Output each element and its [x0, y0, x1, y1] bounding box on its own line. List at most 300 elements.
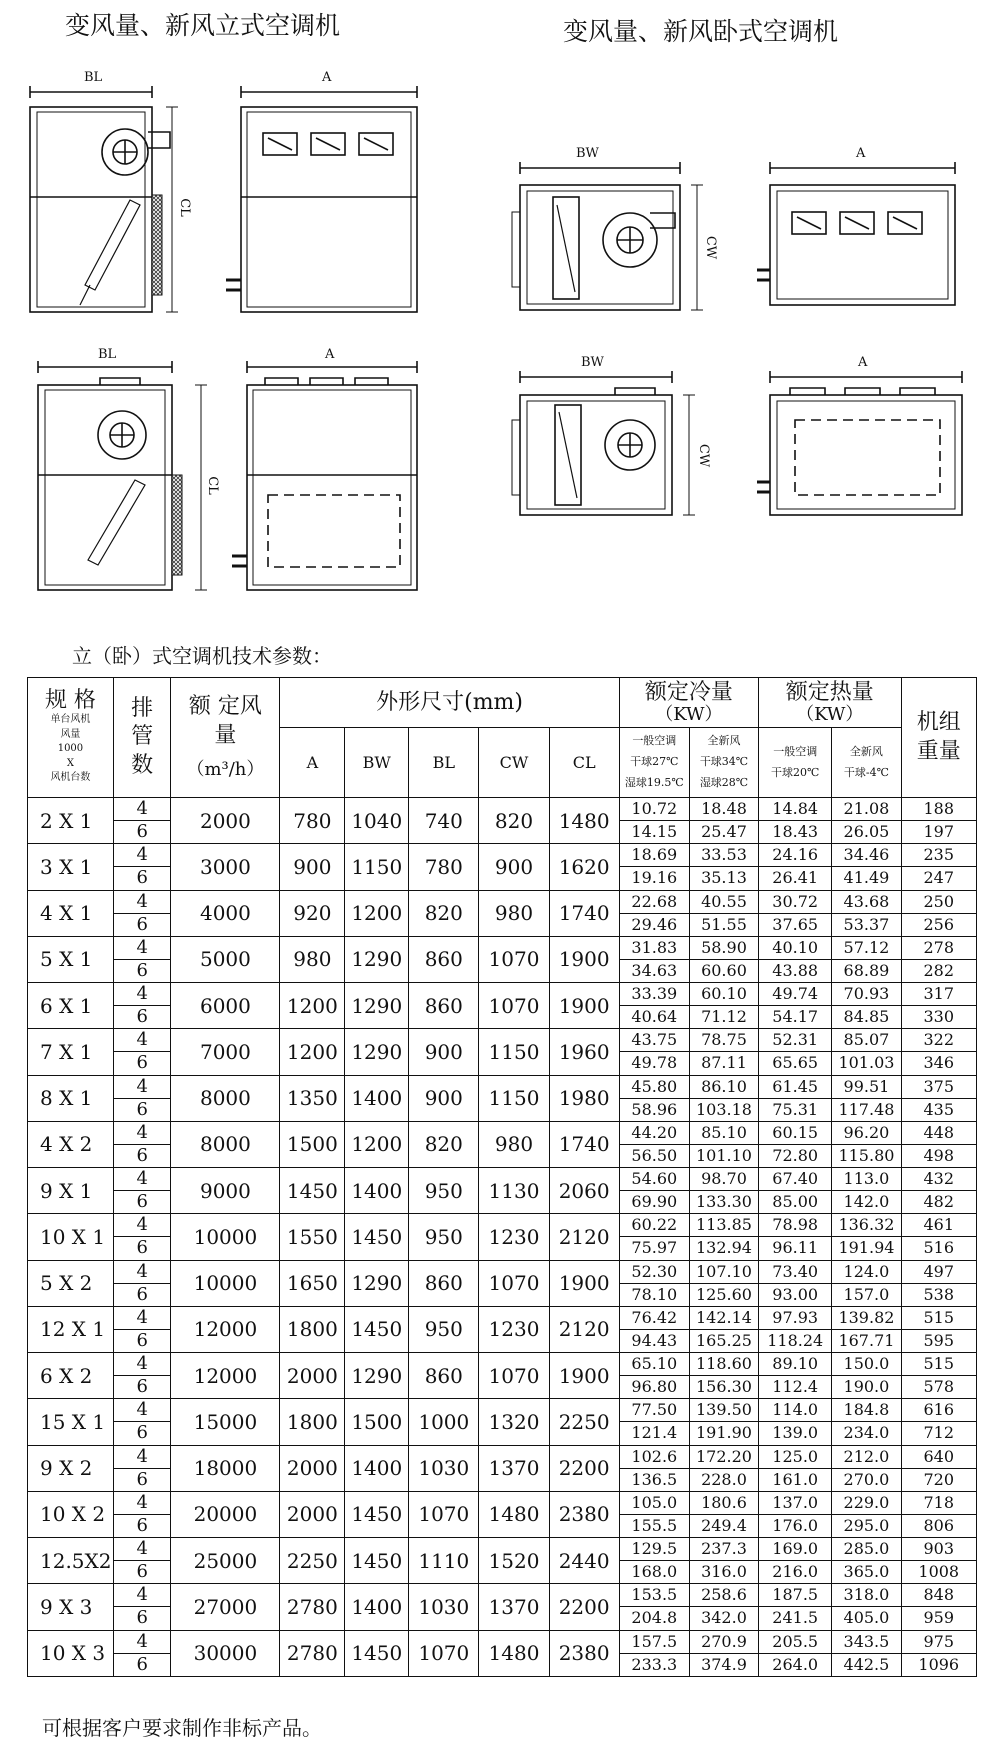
airflow-cell: 7000: [171, 1029, 280, 1075]
cooling-fresh-cell: 139.50: [689, 1399, 758, 1422]
weight-cell: 432: [901, 1168, 977, 1191]
heating-general-cell: 54.17: [759, 1006, 832, 1029]
heating-general-cell: 205.5: [759, 1630, 832, 1653]
weight-cell: 482: [901, 1191, 977, 1214]
weight-cell: 197: [901, 821, 977, 844]
heating-fresh-cell: 21.08: [832, 798, 901, 821]
heating-fresh-cell: 229.0: [832, 1491, 901, 1514]
dim-cw-cell: 1520: [479, 1538, 549, 1584]
table-row: [28, 1491, 977, 1514]
heating-fresh-cell: 150.0: [832, 1353, 901, 1376]
heating-fresh-cell: 270.0: [832, 1468, 901, 1491]
spec-table-body: [28, 798, 977, 1677]
airflow-cell: 8000: [171, 1121, 280, 1167]
dim-a-cell: 1450: [280, 1168, 345, 1214]
dim-bl-cell: 820: [409, 890, 479, 936]
dim-a-cell: 1650: [280, 1260, 345, 1306]
weight-cell: 250: [901, 890, 977, 913]
weight-cell: 346: [901, 1052, 977, 1075]
cooling-general-cell: 78.10: [619, 1283, 689, 1306]
cooling-general-cell: 65.10: [619, 1353, 689, 1376]
spec-cell: 4 X 2: [28, 1121, 114, 1167]
pipe-cell: 4: [113, 1029, 171, 1052]
dim-cw-cell: 1150: [479, 1029, 549, 1075]
heating-general-cell: 43.88: [759, 959, 832, 982]
dim-cw-cell: 1070: [479, 983, 549, 1029]
cooling-fresh-cell: 86.10: [689, 1075, 758, 1098]
dim-bl-cell: 780: [409, 844, 479, 890]
horizontal-side-view-bottom: [512, 371, 695, 515]
airflow-cell: 30000: [171, 1630, 280, 1677]
airflow-cell: 4000: [171, 890, 280, 936]
cooling-general-cell: 168.0: [619, 1561, 689, 1584]
dim-bl-cell: 740: [409, 798, 479, 844]
weight-cell: 322: [901, 1029, 977, 1052]
cooling-sub-general-l2: 干球27℃: [630, 755, 679, 769]
cooling-fresh-cell: 156.30: [689, 1376, 758, 1399]
heating-fresh-cell: 115.80: [832, 1144, 901, 1167]
spec-cell: 3 X 1: [28, 844, 114, 890]
heating-general-cell: 112.4: [759, 1376, 832, 1399]
table-row: [28, 1538, 977, 1561]
airflow-cell: 2000: [171, 798, 280, 844]
heating-fresh-cell: 318.0: [832, 1584, 901, 1607]
heating-fresh-cell: 57.12: [832, 936, 901, 959]
dim-bl-cell: 1110: [409, 1538, 479, 1584]
dim-label-bl: BL: [98, 347, 117, 362]
heating-fresh-cell: 117.48: [832, 1098, 901, 1121]
dim-bw-cell: 1450: [345, 1630, 409, 1677]
dim-bl-cell: 900: [409, 1029, 479, 1075]
weight-cell: 806: [901, 1514, 977, 1537]
heating-fresh-cell: 84.85: [832, 1006, 901, 1029]
heating-general-cell: 137.0: [759, 1491, 832, 1514]
pipe-cell: 6: [113, 1191, 171, 1214]
pipe-cell: 6: [113, 913, 171, 936]
dims-header: 外形尺寸(mm): [280, 678, 619, 728]
weight-cell: 538: [901, 1283, 977, 1306]
pipe-cell: 6: [113, 1561, 171, 1584]
heating-general-cell: 85.00: [759, 1191, 832, 1214]
table-row: [28, 1306, 977, 1329]
table-row: [28, 1353, 977, 1376]
cooling-general-cell: 153.5: [619, 1584, 689, 1607]
weight-cell: 497: [901, 1260, 977, 1283]
heating-general-cell: 40.10: [759, 936, 832, 959]
heating-fresh-cell: 136.32: [832, 1214, 901, 1237]
weight-cell: 516: [901, 1237, 977, 1260]
cooling-general-cell: 94.43: [619, 1329, 689, 1352]
dim-label-a: A: [856, 146, 866, 161]
pipe-cell: 6: [113, 1422, 171, 1445]
table-row: [28, 1029, 977, 1052]
vertical-side-view-bottom: [38, 361, 207, 590]
heating-general-cell: 52.31: [759, 1029, 832, 1052]
heating-general-cell: 241.5: [759, 1607, 832, 1630]
dim-col-cw: CW: [479, 728, 549, 798]
dim-cw-cell: 1070: [479, 1260, 549, 1306]
dim-bl-cell: 1070: [409, 1630, 479, 1677]
horizontal-front-view-bottom: [757, 371, 962, 515]
dim-a-cell: 920: [280, 890, 345, 936]
dim-label-bw: BW: [576, 146, 599, 161]
dim-bl-cell: 860: [409, 1260, 479, 1306]
dim-bw-cell: 1290: [345, 1353, 409, 1399]
pipe-cell: 6: [113, 867, 171, 890]
cooling-general-cell: 69.90: [619, 1191, 689, 1214]
heating-sub-fresh: [832, 728, 901, 798]
heating-general-cell: 97.93: [759, 1306, 832, 1329]
cooling-general-cell: 136.5: [619, 1468, 689, 1491]
airflow-cell: 20000: [171, 1491, 280, 1537]
cooling-fresh-cell: 165.25: [689, 1329, 758, 1352]
dim-label-a: A: [325, 347, 335, 362]
cooling-fresh-cell: 18.48: [689, 798, 758, 821]
heating-general-cell: 18.43: [759, 821, 832, 844]
cooling-general-cell: 129.5: [619, 1538, 689, 1561]
dim-cw-cell: 1230: [479, 1306, 549, 1352]
heating-fresh-cell: 96.20: [832, 1121, 901, 1144]
weight-cell: 461: [901, 1214, 977, 1237]
heating-fresh-cell: 43.68: [832, 890, 901, 913]
dim-cw-cell: 900: [479, 844, 549, 890]
heating-general-cell: 65.65: [759, 1052, 832, 1075]
dim-bl-cell: 900: [409, 1075, 479, 1121]
cooling-header-label: 额定冷量: [644, 679, 733, 705]
dim-a-cell: 1200: [280, 983, 345, 1029]
cooling-general-cell: 19.16: [619, 867, 689, 890]
dim-bw-cell: 1400: [345, 1168, 409, 1214]
heating-sub-general: [759, 728, 832, 798]
cooling-fresh-cell: 172.20: [689, 1445, 758, 1468]
weight-cell: 448: [901, 1121, 977, 1144]
airflow-header: [171, 678, 280, 798]
dim-label-cl: CL: [204, 476, 220, 495]
dim-bl-cell: 950: [409, 1214, 479, 1260]
weight-cell: 640: [901, 1445, 977, 1468]
cooling-fresh-cell: 40.55: [689, 890, 758, 913]
cooling-sub-general-l3: 湿球19.5℃: [624, 775, 684, 789]
heating-fresh-cell: 113.0: [832, 1168, 901, 1191]
heating-general-cell: 60.15: [759, 1121, 832, 1144]
pipe-cell: 6: [113, 1283, 171, 1306]
dim-bl-cell: 860: [409, 936, 479, 982]
cooling-general-cell: 31.83: [619, 936, 689, 959]
horizontal-front-view-top: [757, 162, 955, 305]
cooling-general-cell: 76.42: [619, 1306, 689, 1329]
heating-general-cell: 89.10: [759, 1353, 832, 1376]
spec-cell: 4 X 1: [28, 890, 114, 936]
dim-a-cell: 1500: [280, 1121, 345, 1167]
spec-cell: 9 X 1: [28, 1168, 114, 1214]
weight-cell: 1008: [901, 1561, 977, 1584]
spec-cell: 10 X 2: [28, 1491, 114, 1537]
cooling-general-cell: 60.22: [619, 1214, 689, 1237]
cooling-general-cell: 102.6: [619, 1445, 689, 1468]
table-row: [28, 1445, 977, 1468]
dim-cl-cell: 2120: [549, 1214, 619, 1260]
cooling-fresh-cell: 270.9: [689, 1630, 758, 1653]
pipe-cell: 4: [113, 1399, 171, 1422]
cooling-fresh-cell: 25.47: [689, 821, 758, 844]
heating-fresh-cell: 124.0: [832, 1260, 901, 1283]
dim-a-cell: 1800: [280, 1399, 345, 1445]
heating-general-cell: 176.0: [759, 1514, 832, 1537]
spec-cell: 10 X 3: [28, 1630, 114, 1677]
dim-a-cell: 1200: [280, 1029, 345, 1075]
dim-cl-cell: 2440: [549, 1538, 619, 1584]
pipe-cell: 4: [113, 1168, 171, 1191]
heating-general-cell: 61.45: [759, 1075, 832, 1098]
table-row: [28, 1399, 977, 1422]
heating-fresh-cell: 184.8: [832, 1399, 901, 1422]
airflow-cell: 27000: [171, 1584, 280, 1630]
dim-bw-cell: 1400: [345, 1445, 409, 1491]
vertical-side-view-top: [30, 86, 178, 312]
dim-cw-cell: 1230: [479, 1214, 549, 1260]
dim-cw-cell: 1480: [479, 1491, 549, 1537]
pipe-cell: 6: [113, 821, 171, 844]
dim-cl-cell: 2060: [549, 1168, 619, 1214]
heating-general-cell: 96.11: [759, 1237, 832, 1260]
cooling-fresh-cell: 33.53: [689, 844, 758, 867]
weight-cell: 848: [901, 1584, 977, 1607]
heating-general-cell: 161.0: [759, 1468, 832, 1491]
pipe-cell: 6: [113, 959, 171, 982]
dim-bw-cell: 1450: [345, 1214, 409, 1260]
spec-cell: 8 X 1: [28, 1075, 114, 1121]
cooling-general-cell: 45.80: [619, 1075, 689, 1098]
dim-cl-cell: 2200: [549, 1584, 619, 1630]
dim-label-cw: CW: [703, 235, 719, 260]
weight-cell: 498: [901, 1144, 977, 1167]
dim-cl-cell: 2120: [549, 1306, 619, 1352]
spec-header-sub4: X: [66, 757, 74, 769]
cooling-general-cell: 233.3: [619, 1653, 689, 1676]
airflow-cell: 10000: [171, 1260, 280, 1306]
dim-cl-cell: 1900: [549, 1260, 619, 1306]
spec-header-sub2: 风量: [60, 728, 81, 740]
cooling-fresh-cell: 58.90: [689, 936, 758, 959]
heating-fresh-cell: 139.82: [832, 1306, 901, 1329]
cooling-fresh-cell: 98.70: [689, 1168, 758, 1191]
heating-general-cell: 26.41: [759, 867, 832, 890]
dim-cw-cell: 820: [479, 798, 549, 844]
weight-cell: 595: [901, 1329, 977, 1352]
cooling-fresh-cell: 87.11: [689, 1052, 758, 1075]
table-row: [28, 1584, 977, 1607]
cooling-fresh-cell: 35.13: [689, 867, 758, 890]
table-row: [28, 936, 977, 959]
cooling-fresh-cell: 60.10: [689, 983, 758, 1006]
cooling-general-cell: 75.97: [619, 1237, 689, 1260]
vertical-front-view-top: [226, 86, 417, 312]
cooling-fresh-cell: 133.30: [689, 1191, 758, 1214]
dim-cl-cell: 2380: [549, 1630, 619, 1677]
table-row: [28, 983, 977, 1006]
pipe-cell: 4: [113, 1260, 171, 1283]
heating-fresh-cell: 295.0: [832, 1514, 901, 1537]
cooling-sub-fresh-l3: 湿球28℃: [699, 775, 749, 789]
dim-cl-cell: 1480: [549, 798, 619, 844]
weight-cell: 616: [901, 1399, 977, 1422]
cooling-fresh-cell: 107.10: [689, 1260, 758, 1283]
heating-general-cell: 49.74: [759, 983, 832, 1006]
table-row: [28, 1214, 977, 1237]
weight-cell: 712: [901, 1422, 977, 1445]
dim-cw-cell: 1370: [479, 1584, 549, 1630]
airflow-cell: 12000: [171, 1353, 280, 1399]
cooling-general-cell: 14.15: [619, 821, 689, 844]
dim-bl-cell: 1030: [409, 1445, 479, 1491]
cooling-fresh-cell: 142.14: [689, 1306, 758, 1329]
cooling-general-cell: 33.39: [619, 983, 689, 1006]
cooling-general-cell: 44.20: [619, 1121, 689, 1144]
table-row: [28, 1630, 977, 1653]
cooling-fresh-cell: 118.60: [689, 1353, 758, 1376]
cooling-general-cell: 58.96: [619, 1098, 689, 1121]
pipe-cell: 6: [113, 1098, 171, 1121]
airflow-cell: 10000: [171, 1214, 280, 1260]
cooling-fresh-cell: 113.85: [689, 1214, 758, 1237]
cooling-general-cell: 29.46: [619, 913, 689, 936]
dim-cw-cell: 1130: [479, 1168, 549, 1214]
spec-cell: 10 X 1: [28, 1214, 114, 1260]
heating-fresh-cell: 343.5: [832, 1630, 901, 1653]
pipe-cell: 6: [113, 1514, 171, 1537]
cooling-general-cell: 121.4: [619, 1422, 689, 1445]
cooling-header: [619, 678, 758, 728]
dim-bw-cell: 1290: [345, 983, 409, 1029]
dim-a-cell: 780: [280, 798, 345, 844]
heating-general-cell: 37.65: [759, 913, 832, 936]
spec-header-sub3: 1000: [57, 743, 84, 755]
airflow-cell: 15000: [171, 1399, 280, 1445]
pipe-cell: 6: [113, 1144, 171, 1167]
cooling-fresh-cell: 374.9: [689, 1653, 758, 1676]
airflow-header-label: 额 定风 量: [188, 694, 262, 748]
cooling-sub-general-l1: 一般空调: [632, 734, 677, 748]
dim-a-cell: 1350: [280, 1075, 345, 1121]
dim-bw-cell: 1290: [345, 1260, 409, 1306]
cooling-fresh-cell: 228.0: [689, 1468, 758, 1491]
heating-fresh-cell: 142.0: [832, 1191, 901, 1214]
pipe-cell: 6: [113, 1006, 171, 1029]
dim-cl-cell: 1900: [549, 983, 619, 1029]
heating-fresh-cell: 190.0: [832, 1376, 901, 1399]
dim-bl-cell: 950: [409, 1168, 479, 1214]
airflow-cell: 18000: [171, 1445, 280, 1491]
cooling-fresh-cell: 180.6: [689, 1491, 758, 1514]
weight-cell: 188: [901, 798, 977, 821]
heating-fresh-cell: 212.0: [832, 1445, 901, 1468]
airflow-cell: 6000: [171, 983, 280, 1029]
heating-fresh-cell: 70.93: [832, 983, 901, 1006]
heating-fresh-cell: 26.05: [832, 821, 901, 844]
cooling-sub-fresh-l1: 全新风: [707, 734, 741, 748]
table-row: [28, 1121, 977, 1144]
weight-cell: 247: [901, 867, 977, 890]
spec-cell: 12 X 1: [28, 1306, 114, 1352]
heating-header-label: 额定热量: [785, 679, 874, 705]
heating-fresh-cell: 442.5: [832, 1653, 901, 1676]
dim-label-bl: BL: [84, 70, 103, 85]
heating-general-cell: 114.0: [759, 1399, 832, 1422]
cooling-sub-fresh: [689, 728, 758, 798]
heating-header: [759, 678, 901, 728]
cooling-general-cell: 49.78: [619, 1052, 689, 1075]
airflow-unit: （m³/h）: [186, 759, 265, 781]
dim-col-a: A: [280, 728, 345, 798]
dim-label-bw: BW: [581, 355, 604, 370]
pipe-cell: 6: [113, 1468, 171, 1491]
cooling-fresh-cell: 342.0: [689, 1607, 758, 1630]
cooling-fresh-cell: 51.55: [689, 913, 758, 936]
heating-general-cell: 125.0: [759, 1445, 832, 1468]
dim-bl-cell: 820: [409, 1121, 479, 1167]
dim-label-a: A: [322, 70, 332, 85]
dim-bl-cell: 950: [409, 1306, 479, 1352]
pipe-cell: 4: [113, 936, 171, 959]
spec-header-sub1: 单台风机: [50, 714, 91, 726]
heating-general-cell: 139.0: [759, 1422, 832, 1445]
cooling-sub-general: [619, 728, 689, 798]
spec-table: [27, 677, 977, 1677]
weight-cell: 718: [901, 1491, 977, 1514]
cooling-general-cell: 18.69: [619, 844, 689, 867]
cooling-unit: （KW）: [655, 703, 723, 725]
heating-fresh-cell: 99.51: [832, 1075, 901, 1098]
heating-general-cell: 67.40: [759, 1168, 832, 1191]
table-row: [28, 890, 977, 913]
dim-bw-cell: 1400: [345, 1584, 409, 1630]
heating-fresh-cell: 85.07: [832, 1029, 901, 1052]
heating-sub-general-l2: 干球20℃: [771, 765, 820, 779]
heating-sub-fresh-l1: 全新风: [849, 744, 883, 758]
cooling-fresh-cell: 258.6: [689, 1584, 758, 1607]
dim-col-bl: BL: [409, 728, 479, 798]
dim-bw-cell: 1450: [345, 1306, 409, 1352]
cooling-fresh-cell: 103.18: [689, 1098, 758, 1121]
dim-cw-cell: 980: [479, 1121, 549, 1167]
pipe-cell: 4: [113, 844, 171, 867]
dim-cw-cell: 1370: [479, 1445, 549, 1491]
heating-fresh-cell: 101.03: [832, 1052, 901, 1075]
heating-fresh-cell: 405.0: [832, 1607, 901, 1630]
dim-bl-cell: 860: [409, 1353, 479, 1399]
heating-general-cell: 72.80: [759, 1144, 832, 1167]
dim-bw-cell: 1290: [345, 1029, 409, 1075]
airflow-cell: 8000: [171, 1075, 280, 1121]
cooling-general-cell: 10.72: [619, 798, 689, 821]
heating-fresh-cell: 41.49: [832, 867, 901, 890]
pipe-cell: 4: [113, 798, 171, 821]
cooling-general-cell: 54.60: [619, 1168, 689, 1191]
weight-cell: 375: [901, 1075, 977, 1098]
cooling-general-cell: 96.80: [619, 1376, 689, 1399]
spec-cell: 15 X 1: [28, 1399, 114, 1445]
cooling-fresh-cell: 237.3: [689, 1538, 758, 1561]
weight-cell: 578: [901, 1376, 977, 1399]
weight-cell: 903: [901, 1538, 977, 1561]
horizontal-side-view-top: [512, 162, 703, 310]
dim-col-cl: CL: [549, 728, 619, 798]
heating-general-cell: 118.24: [759, 1329, 832, 1352]
cooling-general-cell: 22.68: [619, 890, 689, 913]
dim-cl-cell: 1960: [549, 1029, 619, 1075]
spec-cell: 6 X 1: [28, 983, 114, 1029]
dim-label-cw: CW: [696, 443, 712, 468]
